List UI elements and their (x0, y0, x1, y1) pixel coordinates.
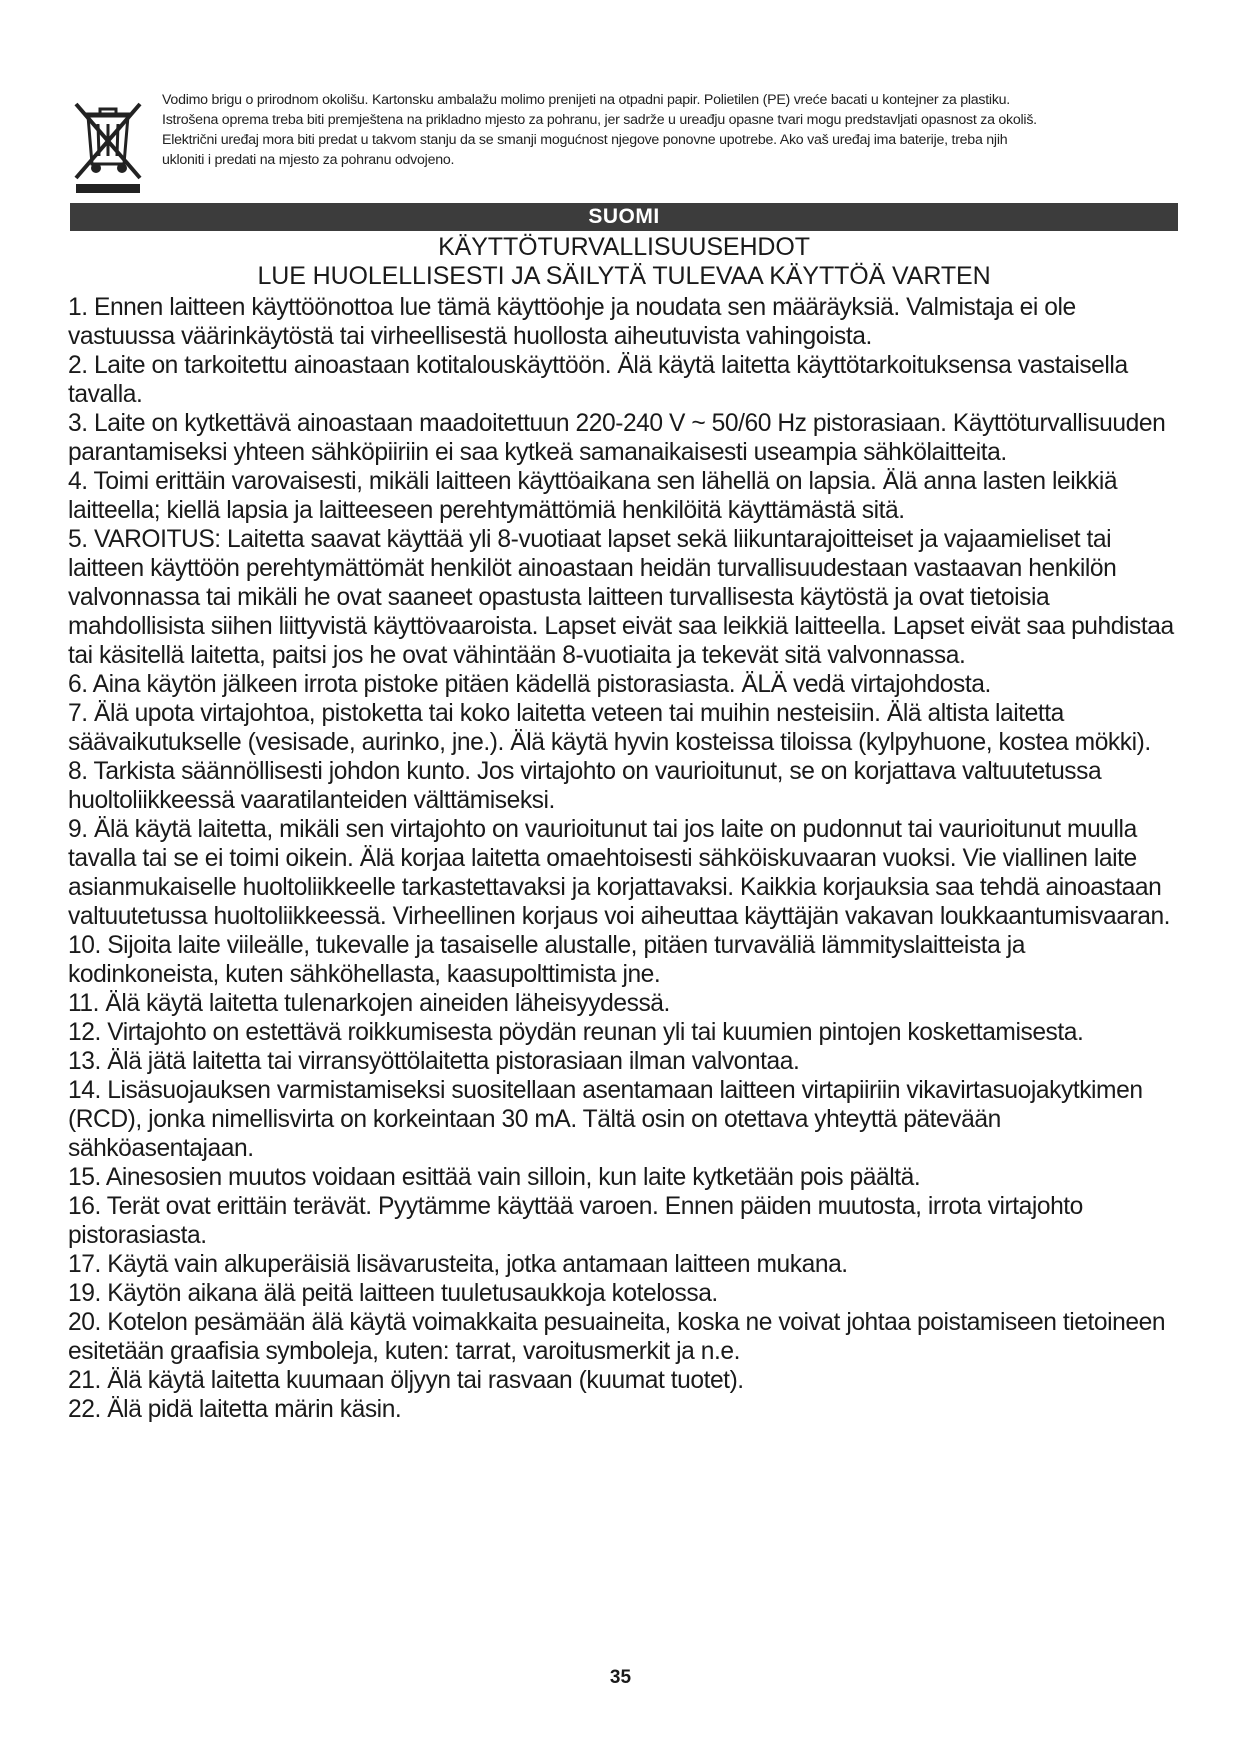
weee-notice-text (162, 90, 1172, 170)
instruction-item: 6. Aina käytön jälkeen irrota pistoke pitäen kädellä pistorasiasta. ÄLÄ vedä virtajohdosta. (68, 671, 991, 698)
instruction-item: 10. Sijoita laite viileälle, tukevalle ja tasaiselle alustalle, pitäen turvaväliä lämmityslaitteista ja kodinkoneista, kuten sähköhellasta, kaasupolttimista jne. (68, 932, 1026, 988)
language-section-bar: SUOMI (70, 203, 1178, 231)
section-subtitle: LUE HUOLELLISESTI JA SÄILYTÄ TULEVAA KÄYTTÖÄ VARTEN (257, 262, 991, 290)
instruction-item: 11. Älä käytä laitetta tulenarkojen aineiden läheisyydessä. (68, 990, 670, 1017)
instruction-item: 16. Terät ovat erittäin terävät. Pyytämme käyttää varoen. Ennen päiden muutosta, irrota virtajohto pistorasiasta. (68, 1193, 1083, 1249)
instruction-item: 3. Laite on kytkettävä ainoastaan maadoitettuun 220-240 V ~ 50/60 Hz pistorasiaan. Käyttöturvallisuuden parantamiseksi yhteen sähköpiiriin ei saa kytkeä samanaikaisesti useampia sähkölaitteita. (68, 410, 1166, 466)
safety-instructions-list (68, 293, 1176, 1424)
instruction-item: 21. Älä käytä laitetta kuumaan öljyyn tai rasvaan (kuumat tuotet). (68, 1367, 744, 1394)
section-title: KÄYTTÖTURVALLISUUSEHDOT (438, 233, 810, 261)
instruction-item: 13. Älä jätä laitetta tai virransyöttölaitetta pistorasiaan ilman valvontaa. (68, 1048, 800, 1075)
instruction-item: 15. Ainesosien muutos voidaan esittää vain silloin, kun laite kytketään pois päältä. (68, 1164, 921, 1191)
instruction-item: 1. Ennen laitteen käyttöönottoa lue tämä käyttöohje ja noudata sen määräyksiä. Valmistaja ei ole vastuussa väärinkäytöstä tai virheellisestä huollosta aiheutuvista vahingoista. (68, 294, 1076, 350)
instruction-item: 5. VAROITUS: Laitetta saavat käyttää yli 8-vuotiaat lapset sekä liikuntarajoitteiset ja vajaamieliset tai laitteen käyttöön perehtymättömät henkilöt ainoastaan heidän turvallisuudestaan vastaavan henkilön valvonnassa tai mikäli he ovat saaneet opastusta laitteen turvallisesta käytöstä ja ovat tietoisia mahdollisista siihen liittyvistä käyttövaaroista. Lapset eivät saa leikkiä laitteella. Lapset eivät saa puhdistaa tai käsitellä laitetta, paitsi jos he ovat vähintään 8-vuotiaita ja tekevät sitä valvonnassa. (68, 526, 1174, 669)
instruction-item: 8. Tarkista säännöllisesti johdon kunto. Jos virtajohto on vaurioitunut, se on korjattava valtuutetussa huoltoliikkeessä vaaratilanteiden välttämiseksi. (68, 758, 1102, 814)
weee-notice (70, 90, 1170, 200)
instruction-item: 4. Toimi erittäin varovaisesti, mikäli laitteen käyttöaikana sen lähellä on lapsia. Älä anna lasten leikkiä laitteella; kiellä lapsia ja laitteeseen perehtymättömiä henkilöitä käyttämästä sitä. (68, 468, 1118, 524)
weee-line: Vodimo brigu o prirodnom okolišu. Kartonsku ambalažu molimo prenijeti na otpadni papir. Polietilen (PE) vreće bacati u kontejner za plastiku. (162, 92, 1010, 108)
weee-line: Istrošena oprema treba biti premještena na prikladno mjesto za pohranu, jer sadrže u ureađju opasne tvari mogu predstavljati opasnost za okoliš. (162, 112, 1037, 128)
instruction-item: 20. Kotelon pesämään älä käytä voimakkaita pesuaineita, koska ne voivat johtaa poistamiseen tietoineen esitetään graafisia symboleja, kuten: tarrat, varoitusmerkit ja n.e. (68, 1309, 1166, 1365)
instruction-item: 22. Älä pidä laitetta märin käsin. (68, 1396, 402, 1423)
instruction-item: 19. Käytön aikana älä peitä laitteen tuuletusaukkoja kotelossa. (68, 1280, 718, 1307)
crossed-out-wheelie-bin-icon (70, 94, 146, 194)
weee-line: ukloniti i predati na mjesto za pohranu odvojeno. (162, 152, 455, 168)
page-number: 35 (609, 1667, 632, 1688)
weee-line: Električni uređaj mora biti predat u takvom stanju da se smanji mogućnost njegove ponovne upotrebe. Ako vaš uređaj ima baterije, treba njih (162, 132, 1008, 148)
instruction-item: 2. Laite on tarkoitettu ainoastaan kotitalouskäyttöön. Älä käytä laitetta käyttötarkoituksensa vastaisella tavalla. (68, 352, 1128, 408)
instruction-item: 9. Älä käytä laitetta, mikäli sen virtajohto on vaurioitunut tai jos laite on pudonnut tai vaurioitunut muulla tavalla tai se ei toimi oikein. Älä korjaa laitetta omaehtoisesti sähköiskuvaaran vuoksi. Vie viallinen laite asianmukaiselle huoltoliikkeelle tarkastettavaksi ja korjattavaksi. Kaikkia korjauksia saa tehdä ainoastaan valtuutetussa huoltoliikkeessä. Virheellinen korjaus voi aiheuttaa käyttäjän vakavan loukkaantumisvaaran. (68, 816, 1171, 930)
instruction-item: 12. Virtajohto on estettävä roikkumisesta pöydän reunan yli tai kuumien pintojen koskettamisesta. (68, 1019, 1084, 1046)
instruction-item: 14. Lisäsuojauksen varmistamiseksi suositellaan asentamaan laitteen virtapiiriin vikavirtasuojakytkimen (RCD), jonka nimellisvirta on korkeintaan 30 mA. Tältä osin on otettava yhteyttä pätevään sähköasentajaan. (68, 1077, 1143, 1162)
instruction-item: 17. Käytä vain alkuperäisiä lisävarusteita, jotka antamaan laitteen mukana. (68, 1251, 848, 1278)
instruction-item: 7. Älä upota virtajohtoa, pistoketta tai koko laitetta veteen tai muihin nesteisiin. Älä altista laitetta säävaikutukselle (vesisade, aurinko, jne.). Älä käytä hyvin kosteissa tiloissa (kylpyhuone, kostea mökki). (68, 700, 1151, 756)
